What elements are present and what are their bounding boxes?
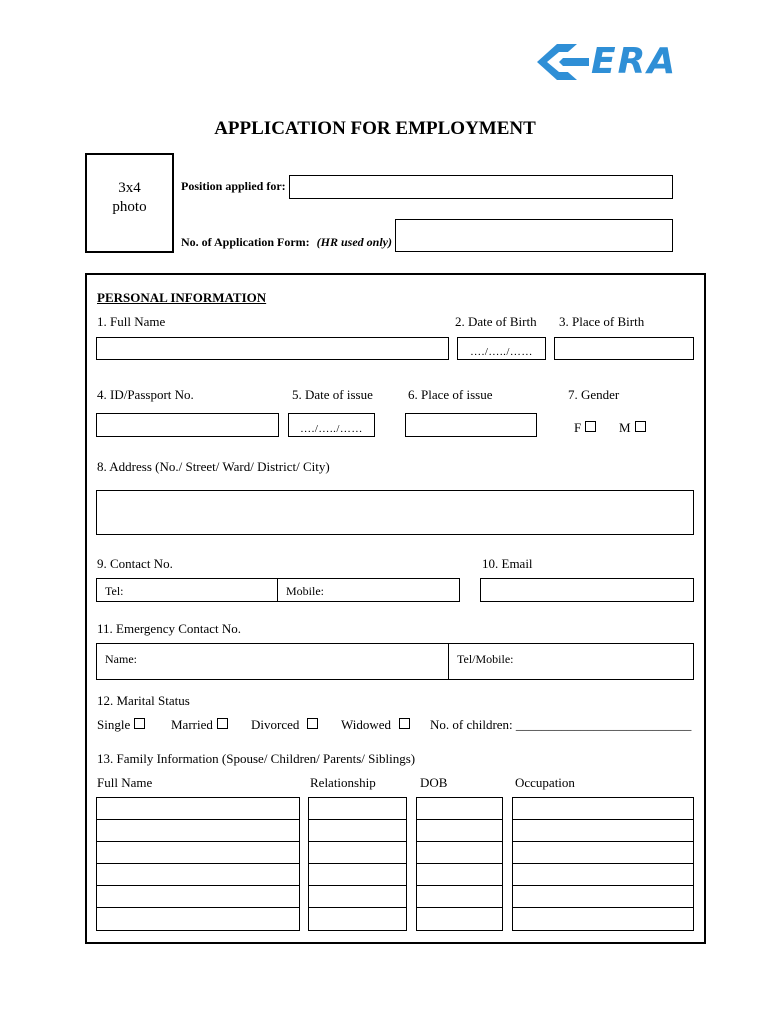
mobile-label: Mobile: (286, 584, 324, 598)
era-logo (533, 40, 693, 84)
app-no-note: (HR used only) (316, 235, 393, 249)
marital-label: 12. Marital Status (97, 693, 190, 708)
divorced-label: Divorced (251, 717, 300, 732)
logo-text: ERA (591, 41, 678, 82)
position-input[interactable] (289, 175, 673, 199)
full-name-input[interactable] (96, 337, 449, 360)
dob-label: 2. Date of Birth (455, 314, 537, 329)
app-no-input[interactable] (395, 219, 673, 252)
address-input[interactable] (96, 490, 694, 535)
married-checkbox[interactable] (217, 718, 228, 729)
emergency-input-group (96, 643, 694, 680)
issue-place-label: 6. Place of issue (408, 387, 493, 402)
marital-divorced-option[interactable] (251, 717, 318, 732)
table-row[interactable] (97, 842, 299, 864)
photo-label-size: 3x4 (118, 180, 141, 196)
issue-date-placeholder: …./…../…… (300, 423, 363, 435)
family-col-relationship: Relationship (310, 775, 376, 790)
widowed-checkbox[interactable] (399, 718, 410, 729)
gender-label: 7. Gender (568, 387, 620, 402)
marital-married-option[interactable] (171, 717, 228, 732)
family-dob-column[interactable] (416, 797, 503, 931)
issue-date-label: 5. Date of issue (292, 387, 373, 402)
emergency-name-input[interactable] (97, 644, 449, 679)
emergency-label: 11. Emergency Contact No. (97, 621, 242, 636)
family-label: 13. Family Information (Spouse/ Children/ Parents/ Siblings) (97, 751, 416, 766)
family-col-name: Full Name (97, 775, 153, 790)
table-row[interactable] (513, 842, 693, 864)
gender-f-checkbox[interactable] (585, 421, 596, 432)
table-row[interactable] (417, 842, 502, 864)
gender-f-label: F (574, 420, 582, 435)
table-row[interactable] (417, 886, 502, 908)
issue-date-input[interactable] (288, 413, 375, 437)
photo-box (85, 153, 174, 253)
gender-m-checkbox[interactable] (635, 421, 646, 432)
single-label: Single (97, 717, 131, 732)
widowed-label: Widowed (341, 717, 392, 732)
family-name-column[interactable] (96, 797, 300, 931)
email-input[interactable] (480, 578, 694, 602)
table-row[interactable] (309, 864, 406, 886)
children-field[interactable]: No. of children: ___________________________ (430, 717, 692, 732)
id-input[interactable] (96, 413, 279, 437)
photo-label-text: photo (112, 199, 147, 215)
table-row[interactable] (513, 798, 693, 820)
table-row[interactable] (97, 886, 299, 908)
gender-f-option[interactable] (574, 420, 596, 435)
contact-label: 9. Contact No. (97, 556, 173, 571)
table-row[interactable] (309, 842, 406, 864)
position-label: Position applied for: (181, 179, 286, 193)
emergency-tel-input[interactable] (449, 644, 693, 679)
family-col-occupation: Occupation (515, 775, 575, 790)
full-name-label: 1. Full Name (97, 314, 166, 329)
emergency-name-label: Name: (105, 652, 137, 666)
personal-info-title: PERSONAL INFORMATION (97, 290, 267, 305)
pob-input[interactable] (554, 337, 694, 360)
tel-input[interactable] (97, 579, 278, 601)
table-row[interactable] (417, 798, 502, 820)
marital-single-option[interactable] (97, 717, 145, 732)
dob-placeholder: …./…../…… (470, 346, 533, 358)
divorced-checkbox[interactable] (307, 718, 318, 729)
table-row[interactable] (513, 886, 693, 908)
email-label: 10. Email (482, 556, 533, 571)
dob-input[interactable] (457, 337, 546, 360)
gender-m-option[interactable] (619, 420, 646, 435)
contact-input-group (96, 578, 460, 602)
single-checkbox[interactable] (134, 718, 145, 729)
family-relationship-column[interactable] (308, 797, 407, 931)
app-no-label (181, 235, 392, 249)
issue-place-input[interactable] (405, 413, 537, 437)
table-row[interactable] (417, 820, 502, 842)
table-row[interactable] (417, 864, 502, 886)
table-row[interactable] (97, 798, 299, 820)
married-label: Married (171, 717, 213, 732)
id-label: 4. ID/Passport No. (97, 387, 194, 402)
table-row[interactable] (97, 820, 299, 842)
family-occupation-column[interactable] (512, 797, 694, 931)
table-row[interactable] (309, 820, 406, 842)
emergency-tel-label: Tel/Mobile: (457, 652, 514, 666)
address-label: 8. Address (No./ Street/ Ward/ District/ City) (97, 459, 330, 474)
table-row[interactable] (309, 886, 406, 908)
table-row[interactable] (513, 820, 693, 842)
mobile-input[interactable] (278, 579, 459, 601)
app-no-label-text: No. of Application Form: (181, 235, 310, 249)
table-row[interactable] (97, 864, 299, 886)
tel-label: Tel: (105, 584, 124, 598)
table-row[interactable] (513, 864, 693, 886)
table-row[interactable] (309, 798, 406, 820)
pob-label: 3. Place of Birth (559, 314, 645, 329)
marital-widowed-option[interactable] (341, 717, 410, 732)
gender-m-label: M (619, 420, 631, 435)
page-title: APPLICATION FOR EMPLOYMENT (214, 118, 536, 139)
family-col-dob: DOB (420, 775, 448, 790)
